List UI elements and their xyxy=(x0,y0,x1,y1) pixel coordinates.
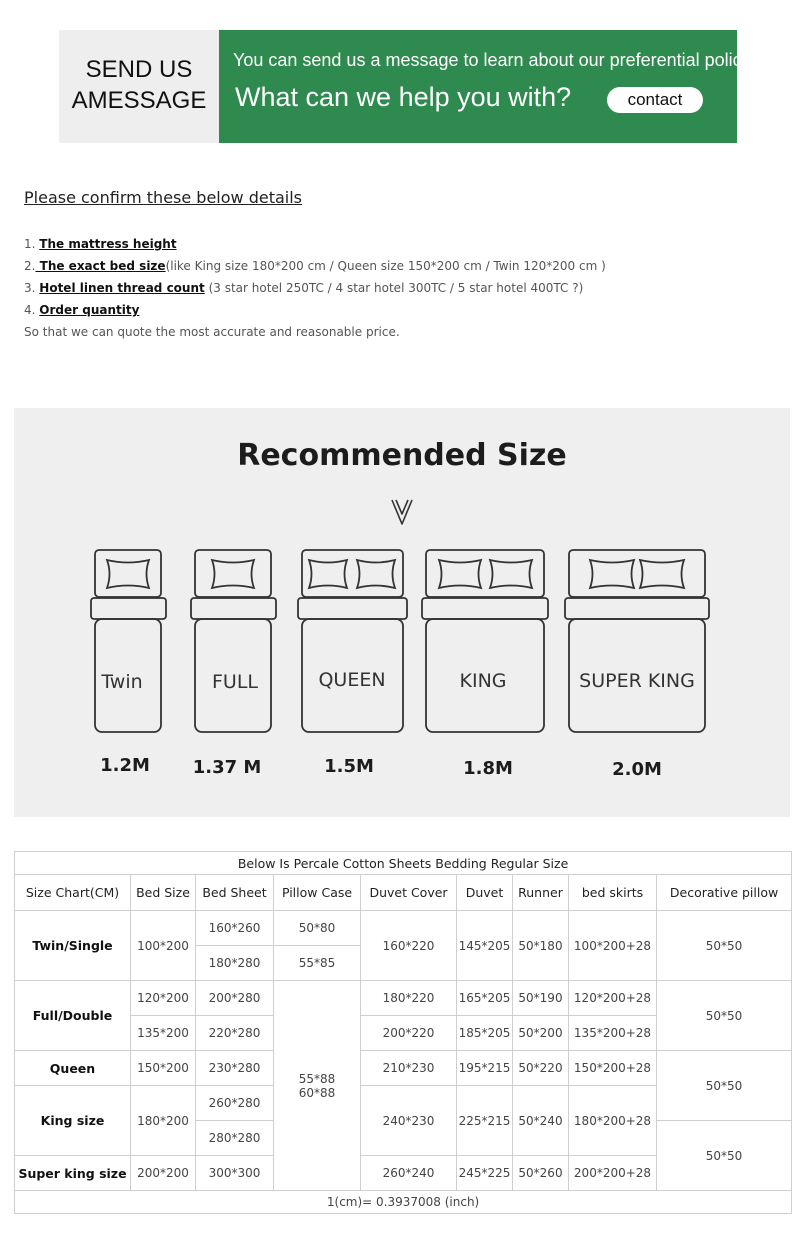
bed-width-queen: 1.5M xyxy=(324,756,374,777)
cell-decorative-pillow: 50*50 xyxy=(657,911,792,981)
bed-width-twin: 1.2M xyxy=(100,755,150,776)
cell-duvet: 165*205 xyxy=(457,981,513,1016)
cell-bed-size: 135*200 xyxy=(131,1016,196,1051)
banner-policy-text: You can send us a message to learn about our preferential policies. xyxy=(233,50,770,70)
amessage-text: AMESSAGE xyxy=(71,87,207,114)
cell-duvet: 225*215 xyxy=(457,1086,513,1156)
cell-pillow-case: 50*80 xyxy=(274,911,361,946)
cell-bed-sheet: 230*280 xyxy=(196,1051,274,1086)
pillow-size-line: 60*88 xyxy=(298,1085,336,1100)
banner-message-area xyxy=(219,30,770,143)
cell-decorative-pillow: 50*50 xyxy=(657,1051,792,1121)
detail-label-thread-count: Hotel linen thread count xyxy=(39,281,205,295)
size-chart-table xyxy=(14,851,792,1214)
detail-number: 1. xyxy=(24,237,36,251)
recommended-size-title: Recommended Size xyxy=(237,438,567,473)
cell-duvet: 245*225 xyxy=(457,1156,513,1191)
detail-item-1 xyxy=(24,237,177,251)
header-duvet: Duvet xyxy=(457,875,513,911)
header-pillow-case: Pillow Case xyxy=(274,875,361,911)
detail-item-3 xyxy=(24,281,583,295)
cell-pillow-case: 55*85 xyxy=(274,946,361,981)
cell-duvet-cover: 200*220 xyxy=(361,1016,457,1051)
bed-size-illustration xyxy=(14,408,790,817)
bed-label-king: KING xyxy=(459,670,507,692)
details-heading: Please confirm these below details xyxy=(24,188,303,207)
contact-banner xyxy=(59,30,770,143)
recommended-size-panel xyxy=(14,408,790,817)
cell-runner: 50*190 xyxy=(513,981,569,1016)
bed-label-twin: Twin xyxy=(101,671,143,693)
table-row xyxy=(15,911,792,946)
cell-bed-sheet: 280*280 xyxy=(196,1121,274,1156)
cell-bed-size: 120*200 xyxy=(131,981,196,1016)
cell-bed-skirt: 120*200+28 xyxy=(569,981,657,1016)
header-decorative-pillow: Decorative pillow xyxy=(657,875,792,911)
header-duvet-cover: Duvet Cover xyxy=(361,875,457,911)
header-runner: Runner xyxy=(513,875,569,911)
detail-label-order-quantity: Order quantity xyxy=(39,303,140,317)
cell-bed-skirt: 180*200+28 xyxy=(569,1086,657,1156)
bed-label-full: FULL xyxy=(211,671,259,693)
bed-twin-icon xyxy=(91,550,166,732)
cell-bed-sheet: 160*260 xyxy=(196,911,274,946)
row-label-king: King size xyxy=(15,1086,131,1156)
cell-bed-sheet: 220*280 xyxy=(196,1016,274,1051)
contact-button[interactable]: contact xyxy=(607,87,703,113)
cell-bed-sheet: 200*280 xyxy=(196,981,274,1016)
cell-duvet-cover: 180*220 xyxy=(361,981,457,1016)
pillow-size-line: 55*88 xyxy=(298,1071,336,1086)
header-bed-skirts: bed skirts xyxy=(569,875,657,911)
cell-decorative-pillow: 50*50 xyxy=(657,981,792,1051)
cell-bed-skirt: 135*200+28 xyxy=(569,1016,657,1051)
bed-king-icon xyxy=(422,550,548,732)
cell-duvet-cover: 210*230 xyxy=(361,1051,457,1086)
header-bed-sheet: Bed Sheet xyxy=(196,875,274,911)
bed-width-super-king: 2.0M xyxy=(612,759,662,780)
table-row xyxy=(15,981,792,1016)
details-closing-text: So that we can quote the most accurate and reasonable price. xyxy=(24,325,400,339)
detail-number: 4. xyxy=(24,303,36,317)
cell-bed-size: 100*200 xyxy=(131,911,196,981)
banner-help-question: What can we help you with? xyxy=(235,82,572,112)
cell-duvet-cover: 160*220 xyxy=(361,911,457,981)
cell-duvet: 185*205 xyxy=(457,1016,513,1051)
cell-runner: 50*240 xyxy=(513,1086,569,1156)
cell-bed-sheet: 300*300 xyxy=(196,1156,274,1191)
bed-full-icon xyxy=(191,550,276,732)
header-size-chart: Size Chart(CM) xyxy=(15,875,131,911)
detail-thread-count-examples: (3 star hotel 250TC / 4 star hotel 300TC / 5 star hotel 400TC ?) xyxy=(204,281,584,295)
header-bed-size: Bed Size xyxy=(131,875,196,911)
cell-bed-sheet: 260*280 xyxy=(196,1086,274,1121)
cell-bed-size: 200*200 xyxy=(131,1156,196,1191)
cell-bed-sheet: 180*280 xyxy=(196,946,274,981)
detail-bed-size-examples: (like King size 180*200 cm / Queen size 150*200 cm / Twin 120*200 cm ) xyxy=(165,259,606,273)
unit-conversion-note: 1(cm)= 0.3937008 (inch) xyxy=(15,1191,792,1214)
detail-label-bed-size: The exact bed size xyxy=(35,259,166,273)
double-chevron-down-icon xyxy=(392,500,412,524)
cell-bed-size: 180*200 xyxy=(131,1086,196,1156)
cell-runner: 50*220 xyxy=(513,1051,569,1086)
bed-queen-icon xyxy=(298,550,407,732)
detail-item-2 xyxy=(24,259,606,273)
table-title: Below Is Percale Cotton Sheets Bedding Regular Size xyxy=(15,852,792,875)
bed-super-king-icon xyxy=(565,550,709,732)
cell-bed-skirt: 150*200+28 xyxy=(569,1051,657,1086)
cell-duvet: 145*205 xyxy=(457,911,513,981)
detail-item-4 xyxy=(24,303,139,317)
detail-number: 3. xyxy=(24,281,36,295)
bed-width-full: 1.37 M xyxy=(192,757,262,778)
detail-number: 2. xyxy=(24,259,36,273)
row-label-full: Full/Double xyxy=(15,981,131,1051)
cell-decorative-pillow: 50*50 xyxy=(657,1121,792,1191)
cell-duvet-cover: 240*230 xyxy=(361,1086,457,1156)
cell-duvet-cover: 260*240 xyxy=(361,1156,457,1191)
cell-runner: 50*260 xyxy=(513,1156,569,1191)
cell-runner: 50*180 xyxy=(513,911,569,981)
cell-duvet: 195*215 xyxy=(457,1051,513,1086)
send-us-text: SEND US xyxy=(85,56,193,83)
bed-width-king: 1.8M xyxy=(463,758,513,779)
row-label-twin: Twin/Single xyxy=(15,911,131,981)
cell-bed-size: 150*200 xyxy=(131,1051,196,1086)
cell-bed-skirt: 200*200+28 xyxy=(569,1156,657,1191)
cell-runner: 50*200 xyxy=(513,1016,569,1051)
detail-label-mattress-height: The mattress height xyxy=(39,237,177,251)
bed-label-super-king: SUPER KING xyxy=(579,670,695,692)
table-row xyxy=(15,1051,792,1086)
table-header-row xyxy=(15,875,792,911)
cell-bed-skirt: 100*200+28 xyxy=(569,911,657,981)
row-label-queen: Queen xyxy=(15,1051,131,1086)
cell-pillow-case-shared xyxy=(274,981,361,1191)
bed-label-queen: QUEEN xyxy=(318,669,386,691)
row-label-super-king: Super king size xyxy=(15,1156,131,1191)
send-message-box xyxy=(59,30,219,143)
